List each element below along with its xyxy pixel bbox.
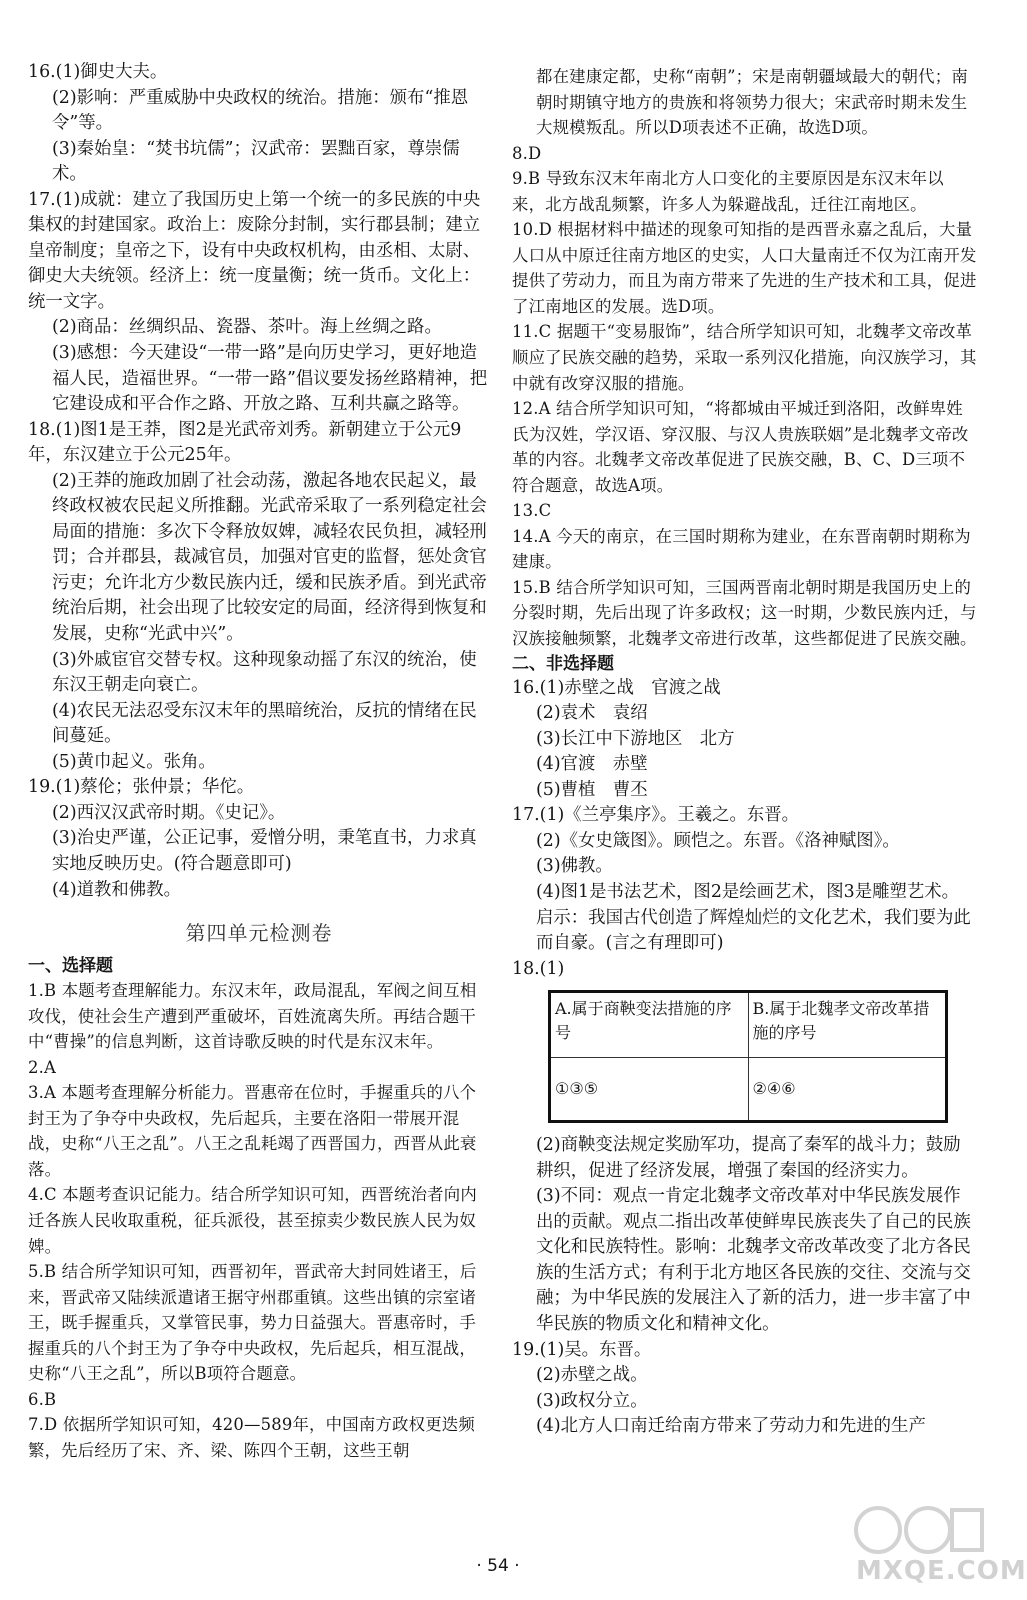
choice-answer-3: 3.A 本题考查理解分析能力。晋惠帝在位时，手握重兵的八个封王为了争夺中央政权，先后起兵，主要在洛阳一带展开混战，史称“八王之乱”。八王之乱耗竭了西晋国力，西晋从此衰落。 (28, 1083, 477, 1179)
choice-answer-14: 14.A 今天的南京，在三国时期称为建业，在东晋南朝时期称为建康。 (512, 526, 971, 572)
nonchoice-19-1: 19.(1)吴。东晋。 (512, 1339, 652, 1360)
nonchoice-16-2: (2)袁术 袁绍 (536, 703, 648, 724)
section-heading-non-choice: 二、非选择题 (512, 653, 614, 674)
answer-16-3: (3)秦始皇：“焚书坑儒”；汉武帝：罢黜百家，尊崇儒术。 (52, 138, 460, 185)
answer-18-4: (4)农民无法忍受东汉末年的黑暗统治，反抗的情绪在民间蔓延。 (52, 700, 477, 747)
answer-19 (28, 775, 490, 903)
reform-table (548, 990, 948, 1123)
nonchoice-17-inspiration: 启示：我国古代创造了辉煌灿烂的文化艺术，我们要为此而自豪。(言之有理即可) (536, 907, 971, 954)
answer-16 (28, 60, 490, 188)
choice-answer-11: 11.C 据题干“变易服饰”，结合所学知识可知，北魏孝文帝改革顺应了民族交融的趋势，采取一系列汉化措施，向汉族学习，其中就有改穿汉服的措施。 (512, 322, 977, 393)
nonchoice-18-label: 18.(1) (512, 958, 565, 979)
nonchoice-17-3: (3)佛教。 (536, 856, 613, 877)
choice-answer-12: 12.A 结合所学知识可知，“将都城由平城迁到洛阳，改鲜卑姓氏为汉姓，学汉语、穿汉服、与汉人贵族联姻”是北魏孝文帝改革的内容。北魏孝文帝改革促进了民族交融，B、C、D三项不符合题意，故选A项。 (512, 399, 969, 495)
answer-18-1: 18.(1)图1是王莽，图2是光武帝刘秀。新朝建立于公元9年，东汉建立于公元25年。 (28, 419, 462, 466)
table-value-xiaowen: ②④⑥ (748, 1058, 947, 1122)
section-heading-choice: 一、选择题 (28, 956, 113, 977)
answer-19-2: (2)西汉汉武帝时期。《史记》。 (52, 802, 286, 823)
answer-18 (28, 418, 490, 776)
answer-17 (28, 188, 490, 418)
choice-answer-15: 15.B 结合所学知识可知，三国两晋南北朝时期是我国历史上的分裂时期，先后出现了许多政权；这一时期，少数民族内迁，与汉族接触频繁，北魏孝文帝进行改革，这些都促进了民族交融。 (512, 577, 977, 649)
nonchoice-16-1: 16.(1)赤壁之战 官渡之战 (512, 677, 721, 698)
watermark-text: MXQE.COM (856, 1556, 1027, 1586)
answer-18-5: (5)黄巾起义。张角。 (52, 751, 216, 772)
nonchoice-answer-17 (512, 803, 977, 956)
left-column (28, 60, 490, 1463)
answer-19-1: 19.(1)蔡伦；张仲景；华佗。 (28, 777, 255, 798)
answer-19-4: (4)道教和佛教。 (52, 879, 181, 900)
answer-18-2: (2)王莽的施政加剧了社会动荡，激起各地农民起义，最终政权被农民起义所推翻。光武帝采取了一系列稳定社会局面的措施：多次下令释放奴婢，减轻农民负担，减轻刑罚；合并郡县，裁减官员，加强对官吏的监督，惩处贪官污吏；允许北方少数民族内迁，缓和民族矛盾。到光武帝统治后期，社会出现了比较安定的局面，经济得到恢复和发展，史称“光武中兴”。 (52, 470, 487, 645)
watermark-logo (848, 1500, 1027, 1590)
nonchoice-19-3: (3)政权分立。 (536, 1390, 648, 1411)
unit-title: 第四单元检测卷 (185, 921, 333, 946)
choice-answer-13: 13.C (512, 501, 552, 521)
answer-18-3: (3)外戚宦官交替专权。这种现象动摇了东汉的统治，使东汉王朝走向衰亡。 (52, 649, 477, 696)
answer-16-2: (2)影响：严重威胁中央政权的统治。措施：颁布“推恩令”等。 (52, 87, 469, 134)
nonchoice-16-4: (4)官渡 赤壁 (536, 754, 648, 775)
answer-19-3: (3)治史严谨，公正记事，爱憎分明，秉笔直书，力求真实地反映历史。(符合题意即可) (52, 828, 477, 874)
table-header-xiaowen: B.属于北魏孝文帝改革措施的序号 (748, 992, 947, 1058)
table-header-shang-yang: A.属于商鞅变法措施的序号 (550, 992, 749, 1058)
choice-answer-7: 7.D 依据所学知识可知，420—589年，中国南方政权更迭频繁，先后经历了宋、齐、梁、陈四个王朝，这些王朝 (28, 1415, 475, 1460)
answer-17-1: 17.(1)成就：建立了我国历史上第一个统一的多民族的中央集权的封建国家。政治上：废除分封制，实行郡县制；建立皇帝制度；皇帝之下，设有中央政权机构，由丞相、太尉、御史大夫统领。经济上：统一度量衡；统一货币。文化上：统一文字。 (28, 189, 481, 312)
nonchoice-19-2: (2)赤壁之战。 (536, 1365, 648, 1386)
nonchoice-16-3: (3)长江中下游地区 北方 (536, 728, 735, 749)
nonchoice-17-2: (2)《女史箴图》。顾恺之。东晋。《洛神赋图》。 (536, 830, 900, 851)
choice-answer-10: 10.D 根据材料中描述的现象可知指的是西晋永嘉之乱后，大量人口从中原迁往南方地区的史实，人口大量南迁不仅为江南开发提供了劳动力，而且为南方带来了先进的生产技术和工具，促进了江南地区的发展。选D项。 (512, 220, 977, 316)
nonchoice-answer-19 (512, 1338, 977, 1440)
answer-17-2: (2)商品：丝绸织品、瓷器、茶叶。海上丝绸之路。 (52, 317, 442, 338)
choice-answer-8: 8.D (512, 143, 542, 163)
right-column (512, 64, 977, 1440)
watermark-emblem-icon (848, 1500, 988, 1560)
nonchoice-18-2: (2)商鞅变法规定奖励军功，提高了秦军的战斗力；鼓励耕织，促进了经济发展，增强了秦国的经济实力。 (536, 1135, 961, 1181)
table-value-shang-yang: ①③⑤ (550, 1058, 749, 1122)
nonchoice-18-3: (3)不同：观点一肯定北魏孝文帝改革对中华民族发展作出的贡献。观点二指出改革使鲜卑民族丧失了自己的民族文化和民族特性。影响：北魏孝文帝改革改变了北方各民族的生活方式；有利于北方地区各民族的交往、交流与交融；为中华民族的发展注入了新的活力，进一步丰富了中华民族的物质文化和精神文化。 (536, 1186, 971, 1334)
choice-answer-1: 1.B 本题考查理解能力。东汉末年，政局混乱，军阀之间互相攻伐，使社会生产遭到严重破坏，百姓流离失所。再结合题干中“曹操”的信息判断，这首诗歌反映的时代是东汉末年。 (28, 981, 477, 1052)
choice-answer-2: 2.A (28, 1057, 57, 1077)
page-number: · 54 · (476, 1556, 520, 1576)
choice-answer-5: 5.B 结合所学知识可知，西晋初年，晋武帝大封同姓诸王，后来，晋武帝又陆续派遣诸王据守州郡重镇。这些出镇的宗室诸王，既手握重兵，又掌管民事，势力日益强大。晋惠帝时，手握重兵的八个封王为了争夺中央政权，先后起兵，相互混战，史称“八王之乱”，所以B项符合题意。 (28, 1262, 477, 1384)
choice-answer-6: 6.B (28, 1389, 57, 1409)
nonchoice-16-5: (5)曹植 曹丕 (536, 779, 648, 800)
answer-17-3: (3)感想：今天建设“一带一路”是向历史学习，更好地造福人民，造福世界。“一带一路”倡议要发扬丝路精神，把它建设成和平合作之路、开放之路、互利共赢之路等。 (52, 343, 488, 415)
choice-answer-9: 9.B 导致东汉末年南北方人口变化的主要原因是东汉末年以来，北方战乱频繁，许多人为躲避战乱，迁往江南地区。 (512, 169, 944, 214)
choice-answer-4: 4.C 本题考查识记能力。结合所学知识可知，西晋统治者向内迁各族人民收取重税，征兵派役，甚至掠卖少数民族人民为奴婢。 (28, 1185, 477, 1256)
choice-answer-7-continued: 都在建康定都，史称“南朝”；宋是南朝疆域最大的朝代；南朝时期镇守地方的贵族和将领势力很大；宋武帝时期未发生大规模叛乱。所以D项表述不正确，故选D项。 (536, 67, 968, 138)
nonchoice-19-4: (4)北方人口南迁给南方带来了劳动力和先进的生产 (536, 1416, 926, 1437)
answer-16-1: 16.(1)御史大夫。 (28, 62, 168, 82)
nonchoice-17-4: (4)图1是书法艺术，图2是绘画艺术，图3是雕塑艺术。 (536, 881, 960, 902)
nonchoice-17-1: 17.(1)《兰亭集序》。王羲之。东晋。 (512, 805, 800, 826)
nonchoice-answer-16 (512, 676, 977, 804)
